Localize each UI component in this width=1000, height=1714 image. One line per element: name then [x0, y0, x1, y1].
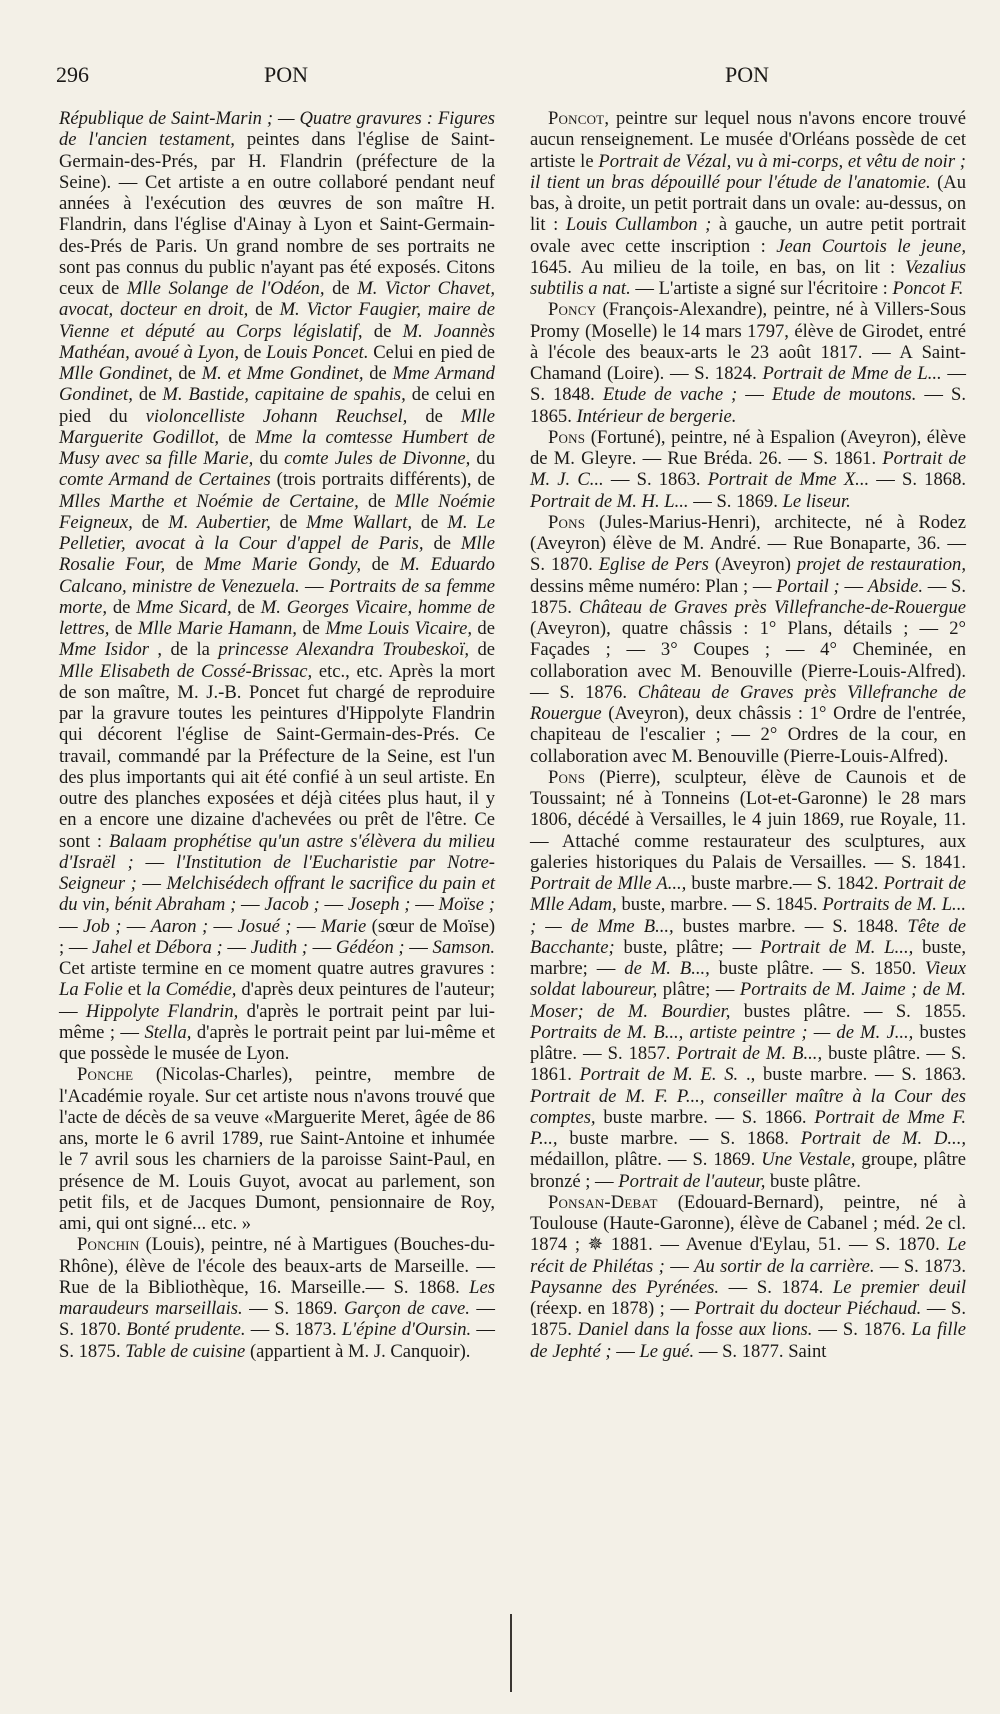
entry-text: —	[410, 894, 439, 916]
entry-name: Pons	[548, 766, 586, 788]
italic-title-text: Portrait de M. H. L...	[530, 490, 689, 512]
entry-text: (Pierre), sculpteur, élève de Caunois et de Toussaint; né à Tonneins (Lot-et-Garonne) le 28 mars 1806, décédé à Versailles, le 4 juin 1869, rue Royale, 11. — Attaché comme restaurateur des sculptures, aux galeries historiques du Palais de Versailles. — S. 1841.	[530, 766, 966, 873]
italic-title-text: Portrait de l'auteur,	[618, 1170, 766, 1192]
entry-text: de	[132, 511, 169, 533]
entry-text: bustes marbre. — S. 1848.	[673, 915, 908, 937]
italic-title-text: violoncelliste Johann Reuchsel,	[145, 405, 408, 427]
italic-title-text: Portraits de sa femme morte,	[59, 575, 496, 618]
entry-text: — S. 1873.	[874, 1255, 966, 1277]
entry-text: 1645. Au milieu de la toile, en bas, on lit :	[530, 256, 906, 278]
italic-title-text: Portraits de M. Jaime ; de M. Moser; de M. Bourdier,	[530, 979, 967, 1022]
entry-name: Pons	[548, 511, 586, 533]
entry-name: Pons	[548, 426, 586, 448]
entry-text: (Aveyron), quatre châssis : 1° Plans, détails ; — 2° Façades ; — 3° Coupes ; — 4° Cheminée, en collaboration avec M. Benouville (Pierre-Louis-Alfred). — S. 1876.	[530, 618, 966, 703]
italic-title-text: M. Georges Vicaire, homme de lettres,	[59, 596, 495, 639]
header-title-left: PON	[264, 62, 309, 87]
italic-title-text: Vezalius subtilis a nat.	[530, 256, 966, 299]
entry-text: — S. 1876.	[812, 1319, 912, 1341]
italic-title-text: République de Saint-Marin ; — Quatre gravures : Figures de l'ancien testament,	[59, 108, 495, 151]
dictionary-entry	[530, 512, 966, 767]
entry-text: (trois portraits différents), de	[270, 469, 495, 491]
dictionary-entry	[530, 108, 966, 299]
italic-title-text: Mlle Marie Hamann,	[137, 618, 297, 639]
italic-title-text: Mlle Noémie Feigneux,	[59, 490, 495, 533]
italic-title-text: Le premier deuil	[832, 1276, 967, 1298]
italic-title-text: Portrait de M. B...,	[676, 1043, 823, 1064]
entry-text: (appartient à M. J. Canquoir).	[245, 1340, 471, 1362]
entry-text: — S. 1863.	[603, 469, 708, 491]
entry-text: de	[423, 533, 461, 554]
entry-text: —	[236, 894, 265, 916]
italic-title-text: princesse Alexandra Troubeskoï,	[218, 639, 470, 661]
entry-text: buste marbre.— S. 1842.	[686, 873, 884, 894]
entry-text: bustes plâtre. — S. 1857.	[530, 1021, 966, 1064]
column-rule	[510, 1614, 512, 1692]
entry-text: buste, marbre; —	[530, 936, 967, 979]
running-header	[56, 62, 956, 96]
italic-title-text: Portrait de M. F. P..., conseiller maître à la Cour des comptes,	[530, 1085, 966, 1128]
entry-text: —	[299, 575, 330, 597]
italic-title-text: la Comédie,	[146, 979, 237, 1001]
entry-text: (Jules-Marius-Henri), architecte, né à Rodez (Aveyron) élève de M. André. — Rue Bonaparte, 36. — S. 1870.	[530, 511, 966, 576]
italic-title-text: M. Victor Faugier, maire de Vienne et député au Corps législatif,	[59, 299, 495, 342]
entry-text: —	[136, 873, 167, 894]
dictionary-entry	[59, 1234, 495, 1362]
entry-text: — S. 1875.	[530, 1298, 967, 1341]
entry-text: (Nicolas-Charles), peintre, membre de l'Académie royale. Sur cet artiste nous n'avons trouvé que l'acte de décès de sa veuve «Marguerite Meret, âgée de 86 ans, morte le 6 avril 1789, rue Saint-Antoine et inhumée le 7 avril sous les charniers de la paroisse Saint-Paul, en présence de M. Louis Guyot, avocat au parlement, son petit fils, et de Jacques Dumont, pensionnaire de Roy, ami, qui ont signé... etc. »	[59, 1064, 495, 1234]
italic-title-text: comte Jules de Divonne,	[284, 448, 471, 469]
italic-title-text: Château de Graves près Villefranche-de-Rouergue	[579, 596, 966, 618]
italic-title-text: Paysanne des Pyrénées.	[530, 1276, 720, 1298]
header-title-right: PON	[725, 62, 770, 87]
italic-title-text: M. Le Pelletier, avocat à la Cour d'appel de Paris,	[59, 511, 495, 554]
italic-title-text: Marie	[320, 915, 367, 937]
entry-text: d'après le portrait peint par lui-même et que possède le musée de Lyon.	[59, 1021, 495, 1064]
italic-title-text: Hippolyte Flandrin,	[85, 1000, 239, 1022]
italic-title-text: Mme Marie Gondy,	[203, 554, 362, 576]
entry-text: —	[133, 851, 176, 873]
entry-text: de	[324, 278, 358, 299]
entry-text: — L'artiste a signé sur l'écritoire :	[630, 278, 893, 299]
italic-title-text: Le liseur.	[782, 490, 851, 512]
italic-title-text: Moïse ;	[438, 894, 495, 916]
entry-text: — S. 1870.	[59, 1298, 495, 1341]
entry-text: (Aveyron)	[708, 554, 797, 576]
entry-text: (Fortuné), peintre, né à Espalion (Aveyron), élève de M. Gleyre. — Rue Bréda. 26. — S. 1861.	[530, 426, 966, 469]
italic-title-text: La Folie	[59, 979, 123, 1001]
entry-text: buste, plâtre; —	[614, 936, 761, 958]
italic-title-text: Louis Poncet.	[266, 341, 369, 363]
italic-title-text: Melchisédech offrant le sacrifice du pain et du vin, bénit Abraham ;	[59, 873, 496, 916]
entry-text: de	[109, 618, 138, 639]
entry-name: Ponsan-Debat	[548, 1191, 658, 1213]
entry-text: d'après le portrait peint par lui-même ; —	[59, 1000, 496, 1043]
italic-title-text: Jacob ;	[264, 894, 320, 916]
italic-title-text: Portrait de Mlle A...,	[530, 873, 687, 894]
entry-text: buste plâtre. — S. 1850.	[709, 958, 926, 979]
italic-title-text: Judith ;	[250, 936, 308, 958]
entry-text: de	[471, 618, 495, 639]
entry-text: dessins même numéro: Plan ; —	[530, 575, 777, 597]
italic-title-text: Portrait de Mlle Adam,	[530, 873, 966, 916]
entry-text: buste, marbre. — S. 1845.	[616, 894, 823, 916]
italic-title-text: M. Bastide, capitaine de spahis,	[162, 384, 406, 406]
italic-title-text: M. Victor Chavet, avocat, docteur en droit,	[59, 278, 495, 321]
italic-title-text: Balaam prophétise qu'un astre s'élèvera du milieu d'Israël ;	[59, 830, 495, 873]
entry-text: à gauche, un autre petit portrait ovale avec cette inscription :	[530, 214, 966, 257]
italic-title-text: Vieux soldat laboureur,	[530, 958, 966, 1001]
italic-title-text: Mlles Marthe et Noémie de Certaine,	[59, 490, 359, 512]
italic-title-text: Abside.	[867, 575, 924, 597]
italic-title-text: Eglise de Pers	[598, 554, 709, 576]
italic-title-text: Table de cuisine	[125, 1340, 246, 1362]
italic-title-text: Portrait de M. J. C...	[530, 448, 967, 491]
entry-text: — S. 1868.	[869, 469, 967, 491]
entry-text: —	[59, 915, 83, 937]
right-column	[530, 108, 966, 1362]
entry-text: de	[107, 596, 137, 618]
italic-title-text: Le récit de Philétas ;	[530, 1234, 966, 1277]
entry-text: —	[737, 384, 772, 406]
italic-title-text: Une Vestale,	[761, 1149, 856, 1171]
italic-title-text: Etude de moutons.	[771, 384, 917, 406]
entry-text: de	[361, 554, 400, 576]
italic-title-text: Joseph ;	[347, 894, 411, 916]
entry-text: — S. 1875.	[530, 575, 967, 618]
entry-text: — S. 1875.	[59, 1319, 496, 1362]
entry-text: , de la	[149, 639, 219, 661]
italic-title-text: projet de restauration,	[796, 554, 966, 576]
entry-text: peintes dans l'église de Saint-Germain-des-Prés, par H. Flandrin (préfecture de la Seine). — Cet artiste a en outre collaboré pendant neuf années à l'exécution des œuvres de son maître H. Flandrin, dans l'église d'Ainay à Lyon et Saint-Germain-des-Prés de Paris. Un grand nombre de ses portraits ne sont pas connus du public n'ayant pas été exposés. Citons ceux de	[59, 129, 496, 299]
dictionary-entry	[530, 767, 966, 1192]
italic-title-text: Samson.	[432, 936, 496, 958]
italic-title-text: Garçon de cave.	[343, 1298, 470, 1319]
italic-title-text: Intérieur de bergerie.	[576, 405, 737, 427]
entry-text: de	[218, 426, 256, 448]
italic-title-text: Portrait de Mme X...	[707, 469, 870, 491]
entry-name: Ponche	[77, 1064, 134, 1086]
italic-title-text: Portrait du docteur Piéchaud.	[694, 1298, 922, 1319]
italic-title-text: Portrait de Mme F. P...,	[530, 1106, 966, 1149]
italic-title-text: Bonté prudente.	[126, 1319, 246, 1341]
italic-title-text: Aaron ;	[150, 915, 209, 937]
entry-text: —	[222, 936, 251, 958]
italic-title-text: Mme Sicard,	[136, 596, 232, 618]
entry-text: (réexp. en 1878) ; —	[530, 1298, 695, 1319]
italic-title-text: Mme la comtesse Humbert de Musy avec sa fille Marie,	[59, 426, 495, 469]
italic-title-text: Louis Cullambon ;	[565, 214, 712, 236]
italic-title-text: Portrait de M. L...,	[760, 936, 914, 958]
dictionary-entry	[530, 1192, 966, 1362]
entry-name: Poncot	[548, 108, 605, 129]
italic-title-text: Mme Armand Gondinet,	[59, 363, 495, 406]
entry-text: de	[363, 363, 393, 384]
entry-text: Cet artiste termine en ce moment quatre autres gravures :	[59, 958, 495, 979]
entry-text: —	[308, 936, 336, 958]
entry-text: du	[470, 448, 496, 469]
entry-text: — S. 1877. Saint	[694, 1340, 827, 1362]
entry-text: —	[404, 936, 433, 958]
entry-text: (François-Alexandre), peintre, né à Villers-Sous Promy (Moselle) le 14 mars 1797, élève de Girodet, entré à l'école des beaux-arts le 23 août 1817. — A Saint-Chamand (Loire). — S. 1824.	[530, 299, 966, 384]
entry-text: —	[291, 915, 321, 937]
entry-text: de	[358, 490, 395, 512]
entry-text: Celui en pied de	[368, 341, 495, 363]
italic-title-text: L'épine d'Oursin.	[341, 1319, 472, 1341]
dictionary-entry	[59, 1064, 495, 1234]
entry-text: —	[208, 915, 238, 937]
entry-text: de	[172, 363, 202, 384]
page-number: 296	[56, 62, 89, 87]
italic-title-text: Stella,	[144, 1021, 192, 1043]
entry-text: (Louis), peintre, né à Martigues (Bouches-du-Rhône), élève de l'école des beaux-arts de Marseille. — Rue de la Bibliothèque, 16. Marseille.— S. 1868.	[59, 1234, 495, 1298]
entry-text: (Au bas, à droite, un petit portrait dans un ovale: au-dessus, on lit :	[530, 171, 966, 236]
entry-text: d'après deux peintures de l'auteur; —	[59, 979, 496, 1022]
entry-text: — S. 1873.	[245, 1319, 342, 1341]
entry-text: de	[411, 511, 448, 533]
entry-text: de	[239, 341, 267, 363]
dictionary-entry	[530, 299, 966, 427]
entry-text: de	[165, 554, 204, 576]
entry-text: — S. 1865.	[530, 384, 966, 427]
italic-title-text: Mme Louis Vicaire,	[325, 618, 472, 639]
entry-text: de celui en pied du	[59, 384, 495, 427]
italic-title-text: M. Eduardo Calcano, ministre de Venezuela.	[59, 554, 495, 597]
italic-title-text: l'Institution de l'Eucharistie par Notre-Seigneur ;	[59, 851, 495, 894]
italic-title-text: de M. B...,	[624, 958, 710, 979]
italic-title-text: comte Armand de Certaines	[59, 469, 271, 491]
entry-text: —	[319, 894, 348, 916]
entry-text: de	[296, 618, 326, 639]
italic-title-text: Portraits de M. L... ; — de Mme B...,	[530, 894, 966, 937]
italic-title-text: Mme Wallart,	[306, 511, 412, 533]
entry-text: de	[231, 596, 261, 618]
entry-text: — S. 1869.	[242, 1298, 344, 1319]
entry-text: de	[362, 320, 403, 342]
entry-text: de	[270, 511, 307, 533]
dictionary-entry	[530, 427, 966, 512]
italic-title-text: Portrait de M. D...,	[800, 1128, 967, 1149]
italic-title-text: M. Joannès Mathéan, avoué à Lyon,	[59, 320, 495, 363]
entry-text: ., buste marbre. — S. 1863.	[738, 1064, 966, 1086]
entry-text: bustes plâtre. — S. 1855.	[730, 1000, 966, 1022]
italic-title-text: Gédéon ;	[335, 936, 405, 958]
entry-text: de	[248, 299, 280, 321]
italic-title-text: Daniel dans la fosse aux lions.	[577, 1319, 813, 1341]
entry-text: médaillon, plâtre. — S. 1869.	[530, 1149, 762, 1171]
italic-title-text: Portrait de Vézal, vu à mi-corps, et vêtu de noir ; il tient un bras dépouillé pour l'étude de l'anatomie.	[530, 150, 966, 193]
italic-title-text: Portrait de Mme de L...	[762, 363, 942, 384]
entry-text: —	[839, 575, 868, 597]
entry-text: de	[132, 384, 163, 406]
italic-title-text: M. Aubertier,	[168, 511, 271, 533]
italic-title-text: Mme Isidor	[59, 639, 150, 661]
italic-title-text: Au sortir de la carrière.	[694, 1255, 875, 1277]
entry-name: Poncy	[548, 299, 597, 321]
entry-text: plâtre; —	[657, 979, 740, 1001]
entry-text: —	[121, 915, 151, 937]
italic-title-text: Mlle Elisabeth de Cossé-Brissac,	[59, 660, 313, 682]
entry-text: — S. 1869.	[688, 490, 783, 512]
entry-text: etc., etc. Après la mort de son maître, M. J.-B. Poncet fut chargé de reproduire par la gravure toutes les peintures d'Hippolyte Flandrin qui décorent l'église de Saint-Germain-des-Prés. Ce travail, commandé par la Préfecture de la Seine, est l'un des plus importants qui ait été confié à un seul artiste. En outre des planches exposées et déjà citées plus haut, il y en a encore une dizaine d'achevées ou prêt de l'être. Ce sont :	[59, 660, 495, 852]
entry-text: (sœur de Moïse) ; —	[59, 915, 496, 958]
entry-text: buste plâtre. — S. 1861.	[530, 1043, 966, 1086]
italic-title-text: Portrait de M. E. S.	[579, 1064, 739, 1086]
dictionary-entry	[59, 108, 495, 1064]
entry-text: — S. 1848.	[530, 363, 966, 406]
entry-text: buste marbre. — S. 1868.	[557, 1128, 801, 1149]
italic-title-text: Château de Graves près Villefranche de Rouergue	[530, 681, 966, 724]
italic-title-text: Jahel et Débora ;	[92, 936, 223, 958]
entry-text: et	[122, 979, 147, 1001]
entry-name: Ponchin	[77, 1234, 140, 1256]
entry-text: buste marbre. — S. 1866.	[595, 1106, 815, 1128]
italic-title-text: Mlle Rosalie Four,	[59, 533, 495, 576]
entry-text: (Edouard-Bernard), peintre, né à Toulouse (Haute-Garonne), élève de Cabanel ; méd. 2e cl. 1874 ; ✵ 1881. — Avenue d'Eylau, 51. — S. 1870.	[530, 1191, 966, 1256]
italic-title-text: Mlle Gondinet,	[59, 363, 173, 384]
italic-title-text: Le gué.	[639, 1340, 695, 1362]
entry-text: —	[611, 1340, 640, 1362]
italic-title-text: Tête de Bacchante;	[530, 915, 966, 958]
entry-text: —	[664, 1255, 695, 1277]
italic-title-text: Mlle Marguerite Godillot,	[59, 405, 495, 448]
entry-text: , peintre sur lequel nous n'avons encore trouvé aucun renseignement. Le musée d'Orléans possède de cet artiste le	[530, 108, 966, 172]
italic-title-text: Portraits de M. B..., artiste peintre ; — de M. J...,	[530, 1021, 914, 1043]
italic-title-text: Jean Courtois le jeune,	[776, 235, 966, 257]
entry-text: de	[469, 639, 495, 661]
entry-text: buste plâtre.	[765, 1170, 861, 1192]
italic-title-text: La fille de Jephté ;	[530, 1319, 967, 1362]
entry-text: du	[253, 448, 285, 469]
italic-title-text: Les maraudeurs marseillais.	[59, 1276, 495, 1319]
italic-title-text: Josué ;	[237, 915, 292, 937]
italic-title-text: Poncot F.	[892, 278, 964, 299]
italic-title-text: Mlle Solange de l'Odéon,	[126, 278, 325, 299]
italic-title-text: Job ;	[82, 915, 122, 937]
entry-text: groupe, plâtre bronzé ; —	[530, 1149, 966, 1192]
italic-title-text: M. et Mme Gondinet,	[201, 363, 364, 384]
italic-title-text: Portail ;	[776, 575, 840, 597]
entry-text: — S. 1874.	[719, 1276, 833, 1298]
entry-text: de	[407, 405, 461, 427]
left-column	[59, 108, 495, 1362]
entry-text: (Aveyron), deux châssis : 1° Ordre de l'entrée, chapiteau de l'escalier ; — 2° Ordres de la cour, en collaboration avec M. Benouville (Pierre-Louis-Alfred).	[530, 703, 966, 767]
italic-title-text: Etude de vache ;	[602, 384, 738, 406]
